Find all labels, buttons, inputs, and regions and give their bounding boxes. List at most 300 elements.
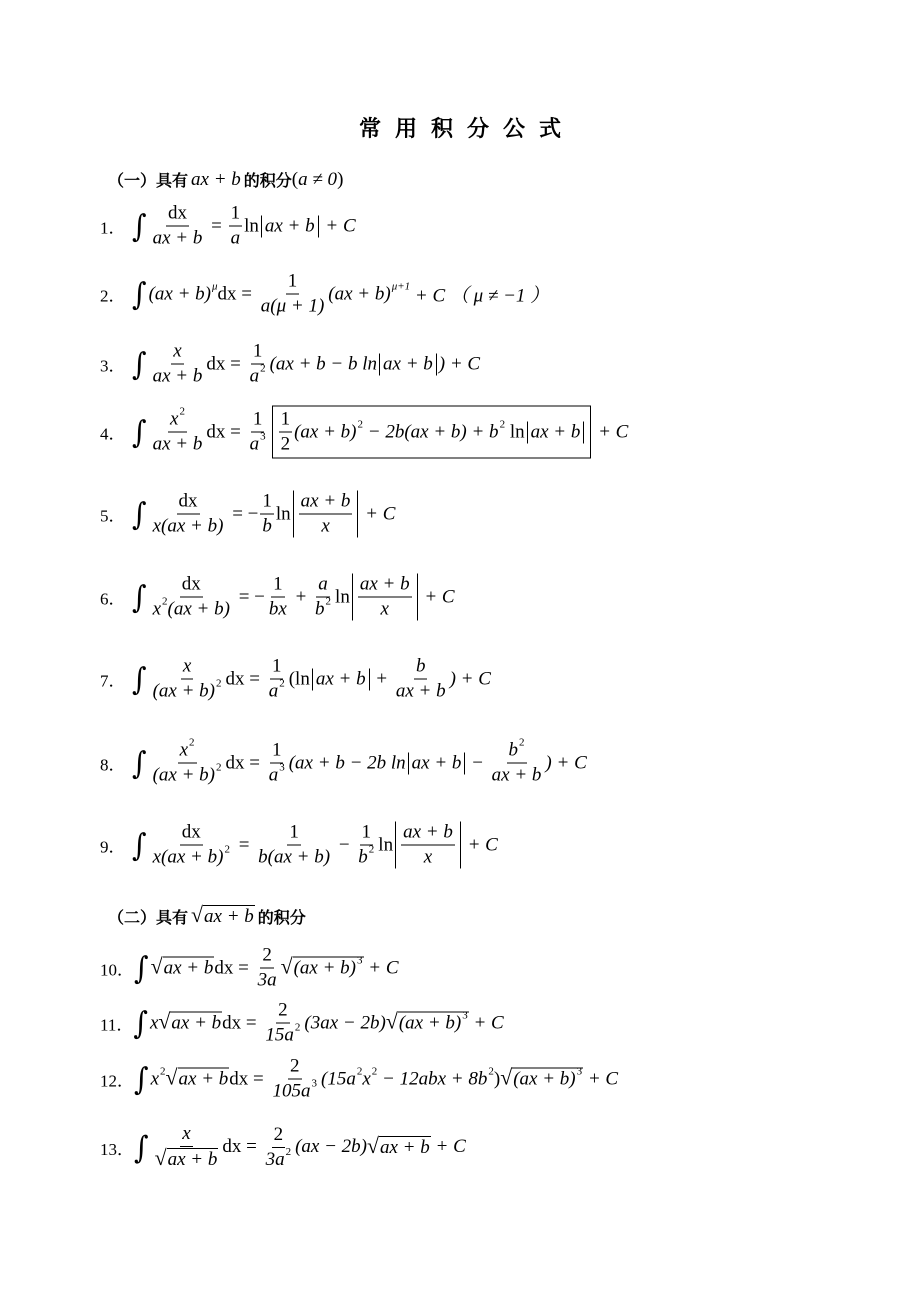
math-text: a ≠ 0	[298, 168, 338, 190]
math-text: a(μ + 1)	[260, 295, 325, 317]
math-text: dx =	[225, 752, 265, 773]
square-root	[150, 954, 215, 980]
formula-1	[100, 203, 356, 250]
math-text: ln	[505, 421, 525, 442]
superscript: 2	[189, 736, 195, 749]
denominator	[151, 677, 224, 703]
formula-expression	[132, 271, 549, 318]
section-math	[191, 905, 255, 928]
math-text: x	[152, 598, 162, 620]
math-text: 105a	[272, 1080, 311, 1102]
absolute-value	[293, 491, 359, 538]
math-text: (ax + b − b ln	[269, 353, 378, 374]
math-text: + C	[462, 834, 498, 855]
math-text: x	[362, 1068, 371, 1089]
fraction	[256, 945, 279, 992]
integral-sign: ∫	[132, 578, 147, 616]
superscript: 2	[368, 843, 375, 856]
math-text: ax + b	[171, 1012, 222, 1034]
math-text: x	[380, 598, 389, 620]
fraction	[394, 656, 448, 703]
math-text: 1	[361, 821, 372, 843]
math-text: −	[467, 752, 488, 773]
math-text: 1	[271, 655, 282, 677]
numerator	[251, 341, 265, 365]
numerator	[288, 1056, 302, 1080]
fraction	[229, 203, 243, 250]
integral-sign: ∫	[132, 495, 147, 533]
section-label: 的积分	[257, 908, 306, 927]
math-text: 1	[289, 821, 299, 843]
absolute-value	[379, 353, 437, 375]
superscript: 2	[294, 1021, 301, 1034]
numerator	[270, 740, 284, 764]
math-text: 1	[271, 739, 282, 761]
integral-sign: ∫	[134, 949, 149, 987]
superscript: 2	[357, 418, 363, 431]
math-text: (ax + b)	[513, 1068, 576, 1090]
denominator	[151, 595, 232, 621]
math-text: ax + b	[191, 168, 241, 190]
math-text: ax + b	[152, 365, 203, 387]
section-label: 的积分	[243, 171, 292, 190]
numerator	[180, 1123, 192, 1147]
numerator	[260, 491, 274, 515]
fraction	[356, 822, 376, 869]
square-root	[367, 1133, 431, 1159]
formula-8	[100, 736, 587, 787]
math-text: dx	[181, 573, 201, 595]
numerator	[181, 656, 193, 680]
math-text: − 2b(ax + b) + b	[363, 421, 499, 442]
absolute-value	[312, 668, 370, 690]
math-text: dx =	[214, 957, 254, 978]
formula-expression	[132, 203, 356, 250]
superscript: 3	[260, 430, 266, 443]
denominator	[267, 598, 289, 621]
math-text: 2	[280, 433, 291, 455]
formula-number: 12．	[100, 1071, 134, 1091]
fraction	[259, 271, 327, 318]
numerator	[251, 409, 265, 433]
math-text: ax + b	[167, 1149, 218, 1170]
math-text: (ax + b)	[328, 283, 391, 304]
math-text: b(ax + b)	[258, 846, 331, 868]
math-text: x	[182, 1123, 191, 1144]
math-text: 3a	[257, 969, 277, 991]
radicand	[379, 1136, 431, 1159]
numerator	[178, 736, 197, 764]
radical-sign: √	[367, 1133, 379, 1158]
math-text: b	[262, 515, 272, 537]
numerator	[177, 491, 200, 515]
math-text: dx =	[222, 1136, 262, 1157]
math-text: 1	[252, 408, 263, 430]
numerator	[279, 409, 293, 433]
denominator	[256, 969, 279, 992]
fraction	[248, 341, 268, 388]
superscript: 3	[311, 1077, 318, 1090]
absolute-value	[352, 574, 418, 621]
absolute-value	[395, 822, 461, 869]
numerator	[287, 822, 301, 846]
math-text: a	[268, 680, 279, 702]
formula-number: 2．	[100, 286, 126, 306]
numerator	[180, 574, 203, 598]
math-text: ax + b	[264, 215, 315, 236]
math-text: a	[230, 227, 241, 249]
denominator	[394, 680, 448, 703]
radicand	[163, 957, 215, 980]
math-text: (ax + b)	[148, 283, 212, 304]
numerator	[271, 574, 285, 598]
math-text: ax + b	[163, 957, 214, 979]
math-text: b	[508, 739, 519, 761]
numerator	[401, 822, 455, 846]
radical-sign: √	[165, 1065, 178, 1090]
square-root	[500, 1065, 583, 1091]
radicand	[170, 1012, 222, 1035]
integral-sign: ∫	[133, 1004, 148, 1042]
fraction	[248, 409, 268, 456]
formula-expression	[132, 406, 628, 459]
section-label: （二）具有	[108, 908, 189, 927]
numerator	[507, 736, 527, 764]
integral-sign: ∫	[132, 744, 147, 782]
numerator	[276, 1000, 290, 1024]
math-text: )	[493, 1068, 501, 1089]
numerator	[270, 656, 284, 680]
math-text: dx =	[229, 1068, 269, 1089]
radical-sign: √	[280, 954, 293, 979]
math-text: x	[149, 1012, 159, 1033]
formula-expression	[132, 574, 455, 621]
math-text: a	[249, 365, 260, 387]
formula-expression	[132, 491, 395, 538]
math-text: + C	[468, 1012, 504, 1033]
math-text: ax + b	[395, 680, 446, 702]
square-root	[165, 1065, 230, 1091]
fraction	[153, 1123, 221, 1171]
numerator	[168, 405, 187, 433]
fraction	[151, 203, 205, 250]
superscript: 2	[162, 595, 168, 608]
radical-sign: √	[150, 954, 163, 979]
math-text: (	[291, 168, 299, 190]
denominator	[151, 761, 224, 787]
denominator	[313, 595, 333, 621]
math-text: +	[371, 668, 392, 689]
formula-expression	[134, 945, 399, 992]
fraction	[490, 736, 544, 787]
formula-6	[100, 574, 455, 621]
superscript: 3	[576, 1065, 583, 1078]
numerator	[316, 574, 330, 598]
fraction	[358, 574, 412, 621]
math-text: + C	[320, 215, 356, 236]
math-text: ax + b	[152, 433, 203, 455]
math-text: a	[249, 433, 260, 455]
numerator	[171, 341, 183, 365]
formula-number: 3．	[100, 356, 126, 376]
formula-expression	[134, 1056, 618, 1103]
integral-sign: ∫	[134, 1128, 149, 1166]
fraction	[267, 574, 289, 621]
superscript: 2	[216, 677, 222, 690]
integral-sign: ∫	[132, 207, 147, 245]
math-text: ax + b	[530, 421, 581, 442]
formula-number: 11．	[100, 1015, 134, 1035]
formula-7	[100, 656, 491, 703]
numerator	[272, 1124, 286, 1148]
integral-sign: ∫	[132, 345, 147, 383]
fraction	[151, 736, 224, 787]
fraction	[271, 1056, 320, 1103]
denominator	[229, 227, 243, 250]
math-text: (ax + b − 2b ln	[288, 752, 406, 773]
math-text: b	[315, 598, 325, 620]
numerator	[166, 203, 189, 227]
math-text: (ax + b)	[294, 421, 357, 442]
numerator	[360, 822, 374, 846]
math-text: −	[334, 834, 355, 855]
math-text: b	[358, 846, 368, 868]
math-text: (3ax − 2b)	[304, 1012, 386, 1033]
math-text: ax + b	[300, 490, 351, 512]
denominator	[151, 433, 205, 456]
formula-number: 13．	[100, 1139, 134, 1159]
math-text: + C	[430, 1136, 466, 1157]
math-text: x	[170, 408, 179, 430]
section-label: （一）具有	[108, 171, 189, 190]
math-text: ax + b	[411, 752, 462, 773]
math-text: + C	[593, 421, 629, 442]
math-text: 2	[273, 1123, 284, 1145]
math-text: ) + C	[438, 353, 481, 374]
math-text: =	[206, 215, 227, 236]
denominator	[259, 295, 327, 318]
numerator	[358, 574, 412, 598]
radical-sign: √	[385, 1009, 398, 1034]
integral-sign: ∫	[132, 826, 147, 864]
math-text: 2	[290, 1055, 300, 1077]
denominator	[256, 846, 332, 869]
math-text: − 12abx + 8b	[377, 1068, 488, 1089]
section-condition	[292, 169, 344, 191]
section-heading-1	[108, 168, 343, 191]
formula-11	[100, 1000, 504, 1047]
math-text: x(ax + b)	[152, 846, 224, 868]
formula-expression	[133, 1000, 503, 1047]
math-text: x	[423, 846, 433, 868]
math-text: ln	[275, 503, 291, 524]
formula-number: 5．	[100, 506, 126, 526]
math-text: (ax + b)	[152, 764, 216, 786]
superscript: μ+1	[391, 280, 411, 293]
superscript: 2	[285, 1145, 292, 1158]
math-text: 1	[262, 490, 272, 512]
math-text: ax + b	[315, 668, 366, 689]
fraction	[299, 491, 353, 538]
superscript: 2	[325, 595, 332, 608]
math-text: b	[415, 655, 426, 677]
math-text: ax + b	[491, 764, 542, 786]
math-text: ln	[335, 586, 350, 607]
denominator	[151, 515, 226, 538]
superscript: 2	[160, 1065, 166, 1078]
denominator	[490, 764, 544, 787]
math-text: + C	[583, 1068, 619, 1089]
formula-3	[100, 341, 480, 388]
integral-sign: ∫	[134, 1060, 149, 1098]
denominator	[264, 1145, 294, 1171]
math-text: +	[290, 586, 312, 607]
math-text: x	[182, 655, 192, 677]
math-text: ax + b	[380, 1136, 430, 1158]
math-text: ) + C	[545, 752, 587, 773]
denominator	[248, 362, 268, 388]
math-text: ax + b	[403, 821, 453, 843]
math-text: x	[150, 1068, 160, 1089]
denominator	[153, 1147, 221, 1171]
denominator	[378, 598, 390, 621]
formula-2	[100, 271, 549, 318]
square-root	[385, 1009, 469, 1035]
formula-number: 8．	[100, 755, 126, 775]
fraction	[267, 740, 287, 787]
integral-sign: ∫	[132, 413, 147, 451]
math-text: (ax + b)	[167, 598, 230, 620]
formula-number: 9．	[100, 837, 126, 857]
fraction	[279, 409, 293, 456]
square-root	[155, 1148, 219, 1171]
absolute-value	[261, 215, 319, 237]
formula-number: 1．	[100, 218, 126, 238]
math-text: (ax − 2b)	[295, 1136, 367, 1157]
numerator	[299, 491, 353, 515]
math-text: (ln	[288, 668, 310, 689]
formula-expression	[134, 1123, 466, 1171]
numerator	[180, 822, 203, 846]
superscript: 3	[357, 954, 363, 967]
superscript: 3	[279, 761, 285, 774]
radicand	[512, 1065, 583, 1091]
math-text: x(ax + b)	[152, 515, 224, 537]
denominator	[279, 433, 293, 456]
fraction	[260, 491, 274, 538]
formula-number: 6．	[100, 589, 126, 609]
formula-9	[100, 822, 498, 869]
fraction	[401, 822, 455, 869]
formula-10	[100, 945, 399, 992]
denominator	[271, 1077, 320, 1103]
fraction	[151, 656, 224, 703]
formula-4	[100, 406, 628, 459]
denominator	[260, 515, 274, 538]
math-text: ln	[378, 834, 394, 855]
denominator	[267, 761, 287, 787]
math-text: 2	[278, 999, 288, 1021]
math-text: 1	[252, 340, 263, 362]
denominator	[248, 430, 268, 456]
integral-sign: ∫	[132, 660, 147, 698]
math-text: 1	[273, 573, 283, 595]
math-text: ax + b	[383, 353, 433, 374]
denominator	[151, 843, 232, 869]
math-text: 1	[287, 270, 298, 292]
superscript: 2	[216, 761, 222, 774]
section-heading-2	[108, 905, 306, 928]
superscript: 2	[488, 1065, 494, 1078]
math-text: (ax + b)	[293, 957, 356, 979]
math-text: ax + b	[359, 573, 410, 595]
math-text: dx	[181, 821, 201, 843]
fraction	[151, 491, 226, 538]
superscript: 2	[499, 418, 506, 431]
numerator	[229, 203, 243, 227]
math-text: a	[268, 764, 279, 786]
absolute-value	[408, 752, 466, 774]
math-text: bx	[268, 598, 287, 620]
math-text: ax + b	[204, 906, 254, 927]
math-text: a	[318, 573, 328, 595]
radicand	[167, 1148, 219, 1171]
math-text: x	[179, 739, 189, 761]
superscript: 2	[260, 362, 266, 375]
superscript: 2	[371, 1065, 378, 1078]
math-text: dx =	[206, 421, 246, 442]
formula-13	[100, 1123, 466, 1171]
radicand	[178, 1068, 230, 1091]
radicand	[398, 1009, 469, 1035]
formula-12	[100, 1056, 618, 1103]
numerator	[414, 656, 428, 680]
math-text: ax + b	[152, 227, 203, 249]
math-text: dx =	[206, 353, 246, 374]
fraction	[151, 822, 232, 869]
math-text: 1	[280, 408, 291, 430]
square-root	[280, 954, 364, 980]
formula-number: 4．	[100, 424, 126, 444]
math-text: 1	[230, 202, 241, 224]
formula-expression	[132, 656, 491, 703]
formula-expression	[132, 822, 498, 869]
fraction	[263, 1000, 302, 1047]
denominator	[267, 677, 287, 703]
superscript: 3	[462, 1009, 468, 1022]
superscript: μ	[212, 280, 218, 293]
fraction	[151, 405, 205, 456]
math-text: x	[173, 340, 182, 362]
integral-sign: ∫	[132, 275, 147, 313]
math-text: + C	[419, 586, 455, 607]
fraction	[264, 1124, 294, 1171]
section-math	[191, 169, 241, 191]
fraction	[313, 574, 333, 621]
radical-sign: √	[500, 1065, 513, 1090]
math-text: 15a	[265, 1024, 294, 1046]
fraction	[256, 822, 332, 869]
math-text: + C	[360, 503, 396, 524]
fraction	[267, 656, 287, 703]
radical-sign: √	[154, 1146, 167, 1170]
square-root	[191, 905, 255, 928]
math-text: (ax + b)	[398, 1012, 462, 1034]
radicand	[203, 905, 255, 928]
math-text: = −	[233, 586, 265, 607]
math-text: (ax + b)	[152, 680, 216, 702]
math-text: dx	[178, 490, 198, 512]
